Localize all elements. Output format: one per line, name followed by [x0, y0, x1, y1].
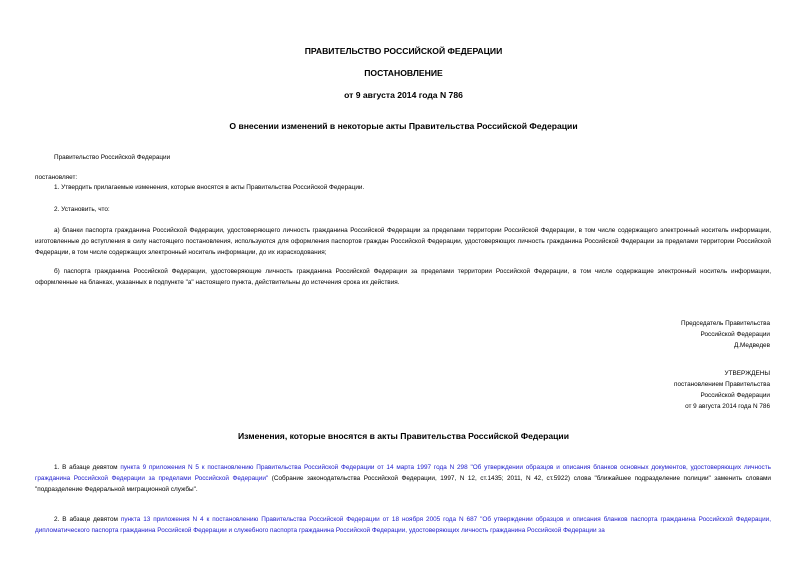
- signature-block: [550, 318, 770, 351]
- approval-by: постановлением Правительства: [674, 381, 770, 388]
- item-2a: а) бланки паспорта гражданина Российской Федерации, удостоверяющего личность гражданина Российской Федерации за пределами территории Российской Федерации, в том числе содержащего электронный носитель информации, изготовленные до вступления в силу настоящего постановления, используются для оформления паспортов граждан Российской Федерации, удостоверяющих личность гражданина Российской Федерации за пределами территории Российской Федерации, в том числе содержащих электронный носитель информации, до их израсходования;: [35, 227, 771, 256]
- approval-block: [550, 368, 770, 412]
- change-1-prefix: 1. В абзаце девятом: [54, 464, 121, 471]
- item-2b: б) паспорта гражданина Российской Федерации, удостоверяющие личность гражданина Российской Федерации за пределами территории Российской Федерации, в том числе содержащие электронный носитель информации, оформленные на бланках, указанных в подпункте "а" настоящего пункта, действительны до истечения срока их действия.: [35, 268, 771, 286]
- date-number-heading: от 9 августа 2014 года N 786: [344, 90, 463, 100]
- approval-date: от 9 августа 2014 года N 786: [685, 403, 770, 410]
- changes-title: Изменения, которые вносятся в акты Правительства Российской Федерации: [237, 431, 569, 441]
- doc-type-heading: ПОСТАНОВЛЕНИЕ: [364, 68, 443, 78]
- signature-name: Д.Медведев: [733, 342, 770, 349]
- signature-position: Председатель Правительства: [681, 320, 770, 327]
- decides-text: постановляет:: [35, 174, 78, 181]
- approval-approved: УТВЕРЖДЕНЫ: [724, 370, 770, 377]
- change-1-suffix: (Собрание законодательства Российской Федерации, 1997, N 12, ст.1435; 2011, N 42, ст.5922) слова "ближайшее подразделение полиции" заменить словами "подразделение Федеральной миграционной службы".: [35, 475, 771, 493]
- change-paragraph-1: [35, 462, 771, 495]
- change-paragraph-2: [35, 514, 771, 536]
- signature-country: Российской Федерации: [700, 331, 770, 338]
- change-2-prefix: 2. В абзаце девятом: [54, 516, 121, 523]
- change-1-link[interactable]: пункта 9 приложения N 5 к постановлению Правительства Российской Федерации от 14 марта 1997 года N 298 "Об утверждении образцов и описания бланков основных документов, удостоверяющих личность гражданина Российской Федерации за пределами Российской Федерации": [35, 464, 771, 482]
- approval-country: Российской Федерации: [700, 392, 770, 399]
- change-2-link[interactable]: пункта 13 приложения N 4 к постановлению Правительства Российской Федерации от 18 ноября 2005 года N 687 "Об утверждении образцов и описания бланков паспорта гражданина Российской Федерации, дипломатического паспорта гражданина Российской Федерации и служебного паспорта гражданина Российской Федерации, удостоверяющих личность гражданина Российской Федерации за: [35, 516, 771, 534]
- government-heading: ПРАВИТЕЛЬСТВО РОССИЙСКОЙ ФЕДЕРАЦИИ: [304, 46, 503, 56]
- preamble: Правительство Российской Федерации: [54, 154, 171, 161]
- document-title: О внесении изменений в некоторые акты Правительства Российской Федерации: [229, 121, 578, 131]
- item-2: 2. Установить, что:: [54, 206, 110, 213]
- item-1: 1. Утвердить прилагаемые изменения, которые вносятся в акты Правительства Российской Федерации.: [54, 184, 365, 191]
